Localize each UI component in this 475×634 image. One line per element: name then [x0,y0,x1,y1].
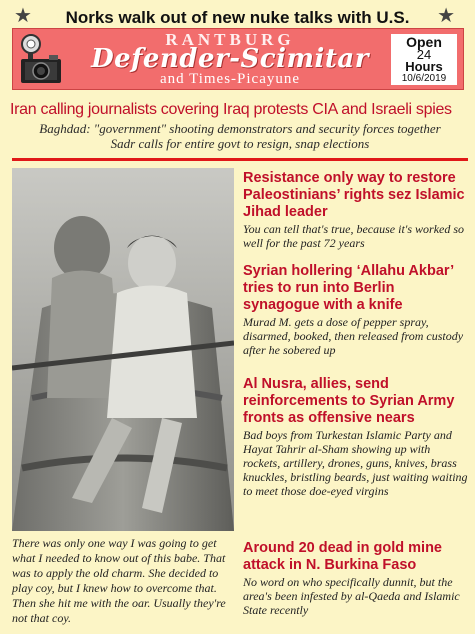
photo-illustration [12,168,234,531]
photo-caption: There was only one way I was going to get what I needed to know out of this babe. That was to apply the old charm. She decided to play coy, but I knew how to overcome that. Then she hit me with the oar. Usually they're not that coy. [12,536,226,625]
story-4[interactable] [243,540,470,617]
open-hours-badge [391,34,457,85]
masthead-title[interactable]: Defender-Scimitar [91,44,369,74]
masthead [12,28,464,90]
open-hours-label: Hours [405,59,443,74]
star-icon: ★ [437,5,455,27]
masthead-line1: RANTBURG [165,30,295,49]
open-label: Open [406,34,442,50]
camera-icon [17,32,65,86]
story-body: Murad M. gets a dose of pepper spray, disarmed, booked, then released from custody after he sobered up [243,315,464,357]
story-1[interactable] [243,170,470,250]
story-2[interactable] [243,263,470,357]
story-body: No word on who specifically dunnit, but the area's been infested by al-Qaeda and Islamic State recently [243,575,460,617]
story-3[interactable] [243,376,470,498]
masthead-subtitle: and Times-Picayune [159,71,301,87]
edition-date: 10/6/2019 [401,73,447,84]
lead-line-2: Sadr calls for entire govt to resign, snap elections [110,136,370,151]
story-body: You can tell that's true, because it's worked so well for the past 72 years [243,222,465,250]
story-body: Bad boys from Turkestan Islamic Party and Hayat Tahrir al-Sham showing up with rockets, artillery, drones, guns, knives, brass knuckles, bristling beards, just waiting waiting to meet those doe-eyed virgins [243,428,468,498]
story-headline[interactable]: Resistance only way to restore Paleostinians’ rights sez Islamic Jihad leader [243,170,465,220]
lead-line-1: Baghdad: "government" shooting demonstrators and security forces together [39,121,441,136]
story-headline[interactable]: Al Nusra, allies, send reinforcements to Syrian Army fronts as offensive nears [243,376,455,426]
star-icon: ★ [14,5,32,27]
red-divider [12,158,468,161]
top-headline[interactable]: Norks walk out of new nuke talks with U.S. [65,8,410,27]
lead-headline[interactable]: Iran calling journalists covering Iraq protests CIA and Israeli spies [10,101,452,118]
vintage-photo [12,168,234,531]
top-headline-bar [0,0,475,28]
open-number: 24 [416,47,432,62]
story-headline[interactable]: Syrian hollering ‘Allahu Akbar’ tries to run into Berlin synagogue with a knife [243,263,454,313]
lead-summary [10,121,470,151]
story-headline[interactable]: Around 20 dead in gold mine attack in N. Burkina Faso [243,540,442,573]
